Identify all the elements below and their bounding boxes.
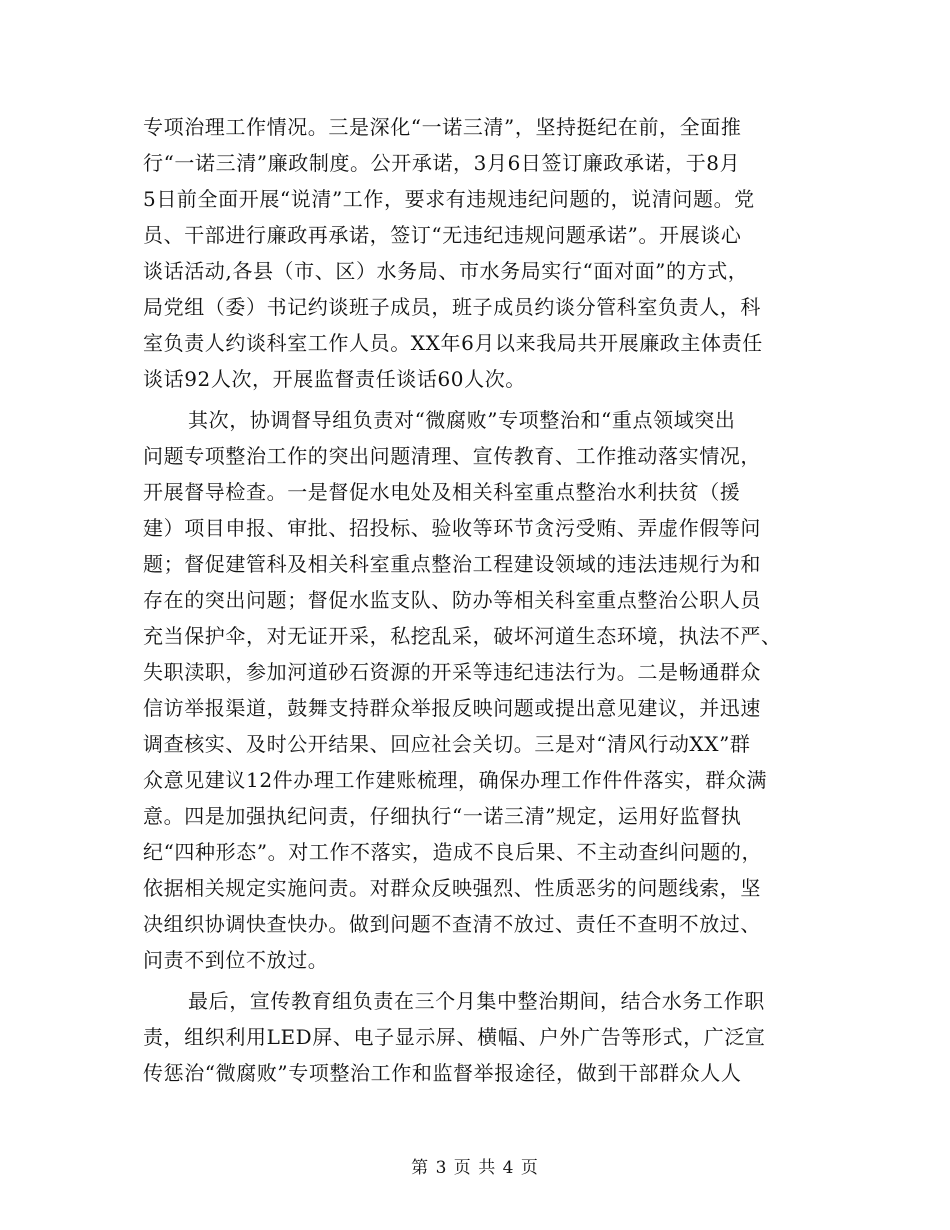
text-line: 题；督促建管科及相关科室重点整治工程建设领域的违法违规行为和 [143,552,761,576]
text-line: 室负责人约谈科室工作人员。XX年6月以来我局共开展廉政主体责任 [143,331,763,355]
text-line: 问责不到位不放过。 [143,948,329,972]
text-line: 信访举报渠道，鼓舞支持群众举报反映问题或提出意见建议，并迅速 [143,696,761,720]
text-line: 谈话92人次，开展监督责任谈话60人次。 [143,367,526,391]
text-line: 5日前全面开展“说清”工作，要求有违规违纪问题的，说清问题。党 [143,187,755,211]
text-line: 开展督导检查。一是督促水电处及相关科室重点整治水利扶贫（援 [143,480,741,504]
text-line: 员、干部进行廉政再承诺，签订“无违纪违规问题承诺”。开展谈心 [143,223,742,247]
text-line: 专项治理工作情况。三是深化“一诺三清”，坚持挺纪在前，全面推 [143,115,742,139]
paragraph-first-line: 其次，协调督导组负责对“微腐败”专项整治和“重点领域突出 [188,408,736,432]
text-line: 充当保护伞，对无证开采，私挖乱采，破坏河道生态环境，执法不严、 [143,624,782,648]
text-line: 局党组（委）书记约谈班子成员，班子成员约谈分管科室负责人，科 [143,295,761,319]
text-line: 行“一诺三清”廉政制度。公开承诺，3月6日签订廉政承诺，于8月 [143,151,741,175]
text-line: 谈话活动,各县（市、区）水务局、市水务局实行“面对面”的方式， [143,259,749,283]
text-line: 责，组织利用LED屏、电子显示屏、横幅、户外广告等形式，广泛宣 [143,1025,766,1049]
text-line: 存在的突出问题；督促水监支队、防办等相关科室重点整治公职人员 [143,588,761,612]
text-line: 意。四是加强执纪问责，仔细执行“一诺三清”规定，运用好监督执 [143,804,742,828]
text-line: 众意见建议12件办理工作建账梳理，确保办理工作件件落实，群众满 [143,768,768,792]
text-line: 纪“四种形态”。对工作不落实，造成不良后果、不主动查纠问题的， [143,840,763,864]
text-line: 决组织协调快查快办。做到问题不查清不放过、责任不查明不放过、 [143,912,761,936]
text-line: 失职渎职，参加河道砂石资源的开采等违纪违法行为。二是畅通群众 [143,660,761,684]
text-line: 依据相关规定实施问责。对群众反映强烈、性质恶劣的问题线索，坚 [143,876,761,900]
paragraph-first-line: 最后，宣传教育组负责在三个月集中整治期间，结合水务工作职 [188,989,765,1013]
text-line: 建）项目申报、审批、招投标、验收等环节贪污受贿、弄虚作假等问 [143,516,761,540]
page-number-footer: 第 3 页 共 4 页 [411,1158,539,1178]
text-line: 问题专项整治工作的突出问题清理、宣传教育、工作推动落实情况， [143,444,761,468]
text-line: 调查核实、及时公开结果、回应社会关切。三是对“清风行动XX”群 [143,732,751,756]
text-line: 传惩治“微腐败”专项整治工作和监督举报途径，做到干部群众人人 [143,1061,742,1085]
